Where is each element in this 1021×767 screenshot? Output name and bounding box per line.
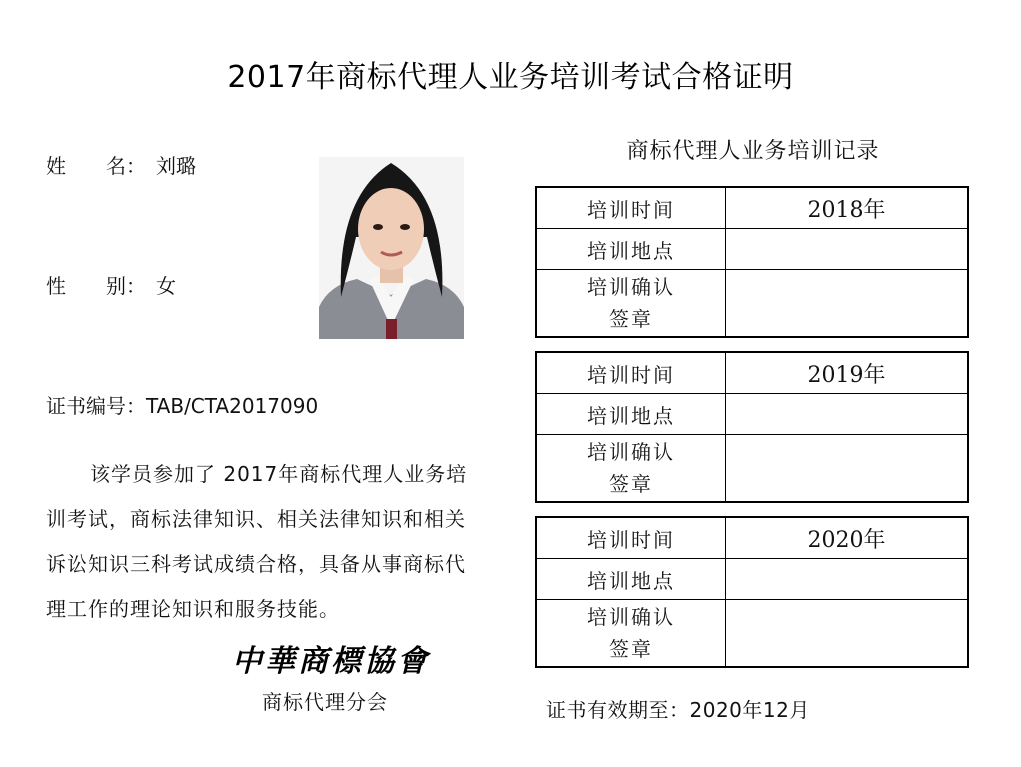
training-place-value bbox=[726, 559, 969, 600]
association-calligraphy-logo: 中華商標協會 bbox=[232, 644, 430, 679]
training-record-table-2018 bbox=[535, 186, 969, 338]
training-confirm-label bbox=[536, 270, 726, 338]
page-title: 2017年商标代理人业务培训考试合格证明 bbox=[227, 60, 794, 95]
portrait-image bbox=[319, 157, 464, 339]
training-place-value bbox=[726, 229, 969, 270]
cert-value: TAB/CTA2017090 bbox=[146, 394, 319, 418]
confirm-label-line2: 签章 bbox=[609, 472, 653, 496]
training-time-value: 2019年 bbox=[726, 352, 969, 394]
paragraph-text: 该学员参加了 2017年商标代理人业务培训考试，商标法律知识、相关法律知识和相关诉讼知识三科考试成绩合格，具备从事商标代理工作的理论知识和服务技能。 bbox=[46, 462, 468, 621]
cert-row bbox=[46, 390, 318, 419]
training-confirm-value bbox=[726, 270, 969, 338]
certification-paragraph bbox=[46, 452, 486, 632]
training-record-table-2020 bbox=[535, 516, 969, 668]
training-confirm-value bbox=[726, 600, 969, 668]
name-value: 刘璐 bbox=[156, 154, 196, 178]
confirm-label-line1: 培训确认 bbox=[587, 275, 675, 299]
training-time-value: 2020年 bbox=[726, 517, 969, 559]
gender-row bbox=[46, 270, 176, 299]
training-confirm-value bbox=[726, 435, 969, 503]
gender-label: 性 别： bbox=[46, 274, 146, 298]
training-time-label: 培训时间 bbox=[536, 187, 726, 229]
validity-value: 2020年12月 bbox=[689, 698, 810, 722]
training-confirm-label bbox=[536, 435, 726, 503]
training-place-label: 培训地点 bbox=[536, 229, 726, 270]
validity-line bbox=[546, 694, 810, 723]
gender-value: 女 bbox=[156, 274, 176, 298]
training-time-label: 培训时间 bbox=[536, 517, 726, 559]
confirm-label-line2: 签章 bbox=[609, 637, 653, 661]
training-place-label: 培训地点 bbox=[536, 559, 726, 600]
name-row bbox=[46, 150, 196, 179]
training-place-label: 培训地点 bbox=[536, 394, 726, 435]
cert-label: 证书编号： bbox=[46, 394, 146, 418]
training-record-table-2019 bbox=[535, 351, 969, 503]
confirm-label-line2: 签章 bbox=[609, 307, 653, 331]
id-photo bbox=[319, 157, 464, 339]
training-time-value: 2018年 bbox=[726, 187, 969, 229]
confirm-label-line1: 培训确认 bbox=[587, 440, 675, 464]
confirm-label-line1: 培训确认 bbox=[587, 605, 675, 629]
training-record-title: 商标代理人业务培训记录 bbox=[626, 139, 880, 164]
name-label: 姓 名： bbox=[46, 154, 146, 178]
training-place-value bbox=[726, 394, 969, 435]
validity-label: 证书有效期至： bbox=[546, 698, 690, 722]
training-confirm-label bbox=[536, 600, 726, 668]
training-time-label: 培训时间 bbox=[536, 352, 726, 394]
branch-name: 商标代理分会 bbox=[262, 690, 388, 714]
